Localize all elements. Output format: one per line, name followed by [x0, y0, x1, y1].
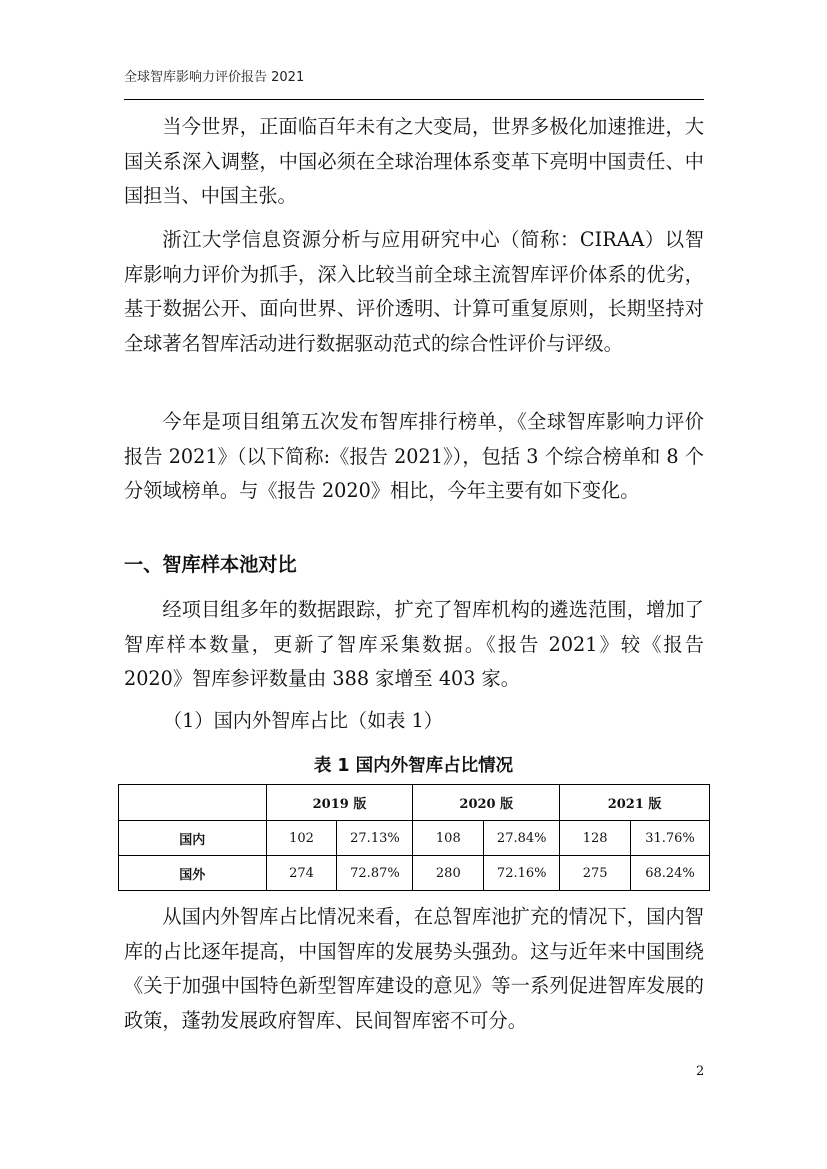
table-cell: 68.24% — [631, 856, 710, 891]
page-number: 2 — [696, 1064, 705, 1079]
table-cell: 128 — [560, 821, 631, 856]
header-rule — [124, 99, 704, 100]
table-row — [119, 856, 710, 891]
row-label: 国外 — [119, 856, 267, 891]
table-header-row — [119, 785, 710, 821]
paragraph-ranking: 今年是项目组第五次发布智库排行榜单，《全球智库影响力评价报告 2021》（以下简称:《报告 2021》），包括 3 个综合榜单和 8 个分领域榜单。与《报告 2020》相比，今年主要有如下变化。 — [124, 410, 704, 502]
header-empty-cell — [119, 785, 267, 821]
table-cell: 27.84% — [484, 821, 560, 856]
table-row — [119, 821, 710, 856]
subheading: （1）国内外智库占比（如表 1） — [163, 709, 443, 732]
column-header: 2020 版 — [413, 785, 560, 821]
column-header: 2021 版 — [560, 785, 710, 821]
share-table — [118, 784, 710, 891]
table-cell: 108 — [413, 821, 484, 856]
section-heading: 一、智库样本池对比 — [124, 553, 297, 576]
table-cell: 31.76% — [631, 821, 710, 856]
column-header: 2019 版 — [266, 785, 413, 821]
paragraph-ciraa: 浙江大学信息资源分析与应用研究中心（简称：CIRAA）以智库影响力评价为抓手，深入比较当前全球主流智库评价体系的优劣，基于数据公开、面向世界、评价透明、计算可重复原则，长期坚持对全球著名智库活动进行数据驱动范式的综合性评价与评级。 — [124, 228, 704, 355]
table-cell: 280 — [413, 856, 484, 891]
table-cell: 72.16% — [484, 856, 560, 891]
table-cell: 27.13% — [337, 821, 413, 856]
row-label: 国内 — [119, 821, 267, 856]
table-caption: 表 1 国内外智库占比情况 — [313, 756, 514, 776]
paragraph-sample-pool: 经项目组多年的数据跟踪，扩充了智库机构的遴选范围，增加了智库样本数量，更新了智库采集数据。《报告 2021》较《报告 2020》智库参评数量由 388 家增至 403 家。 — [124, 598, 704, 690]
running-header: 全球智库影响力评价报告 2021 — [124, 70, 305, 85]
table-cell: 102 — [266, 821, 337, 856]
paragraph-analysis: 从国内外智库占比情况来看，在总智库池扩充的情况下，国内智库的占比逐年提高，中国智库的发展势头强劲。这与近年来中国围绕《关于加强中国特色新型智库建设的意见》等一系列促进智库发展的政策，蓬勃发展政府智库、民间智库密不可分。 — [124, 905, 704, 1032]
table-cell: 274 — [266, 856, 337, 891]
table-cell: 72.87% — [337, 856, 413, 891]
table-cell: 275 — [560, 856, 631, 891]
paragraph-intro: 当今世界，正面临百年未有之大变局，世界多极化加速推进，大国关系深入调整，中国必须在全球治理体系变革下亮明中国责任、中国担当、中国主张。 — [124, 115, 704, 207]
